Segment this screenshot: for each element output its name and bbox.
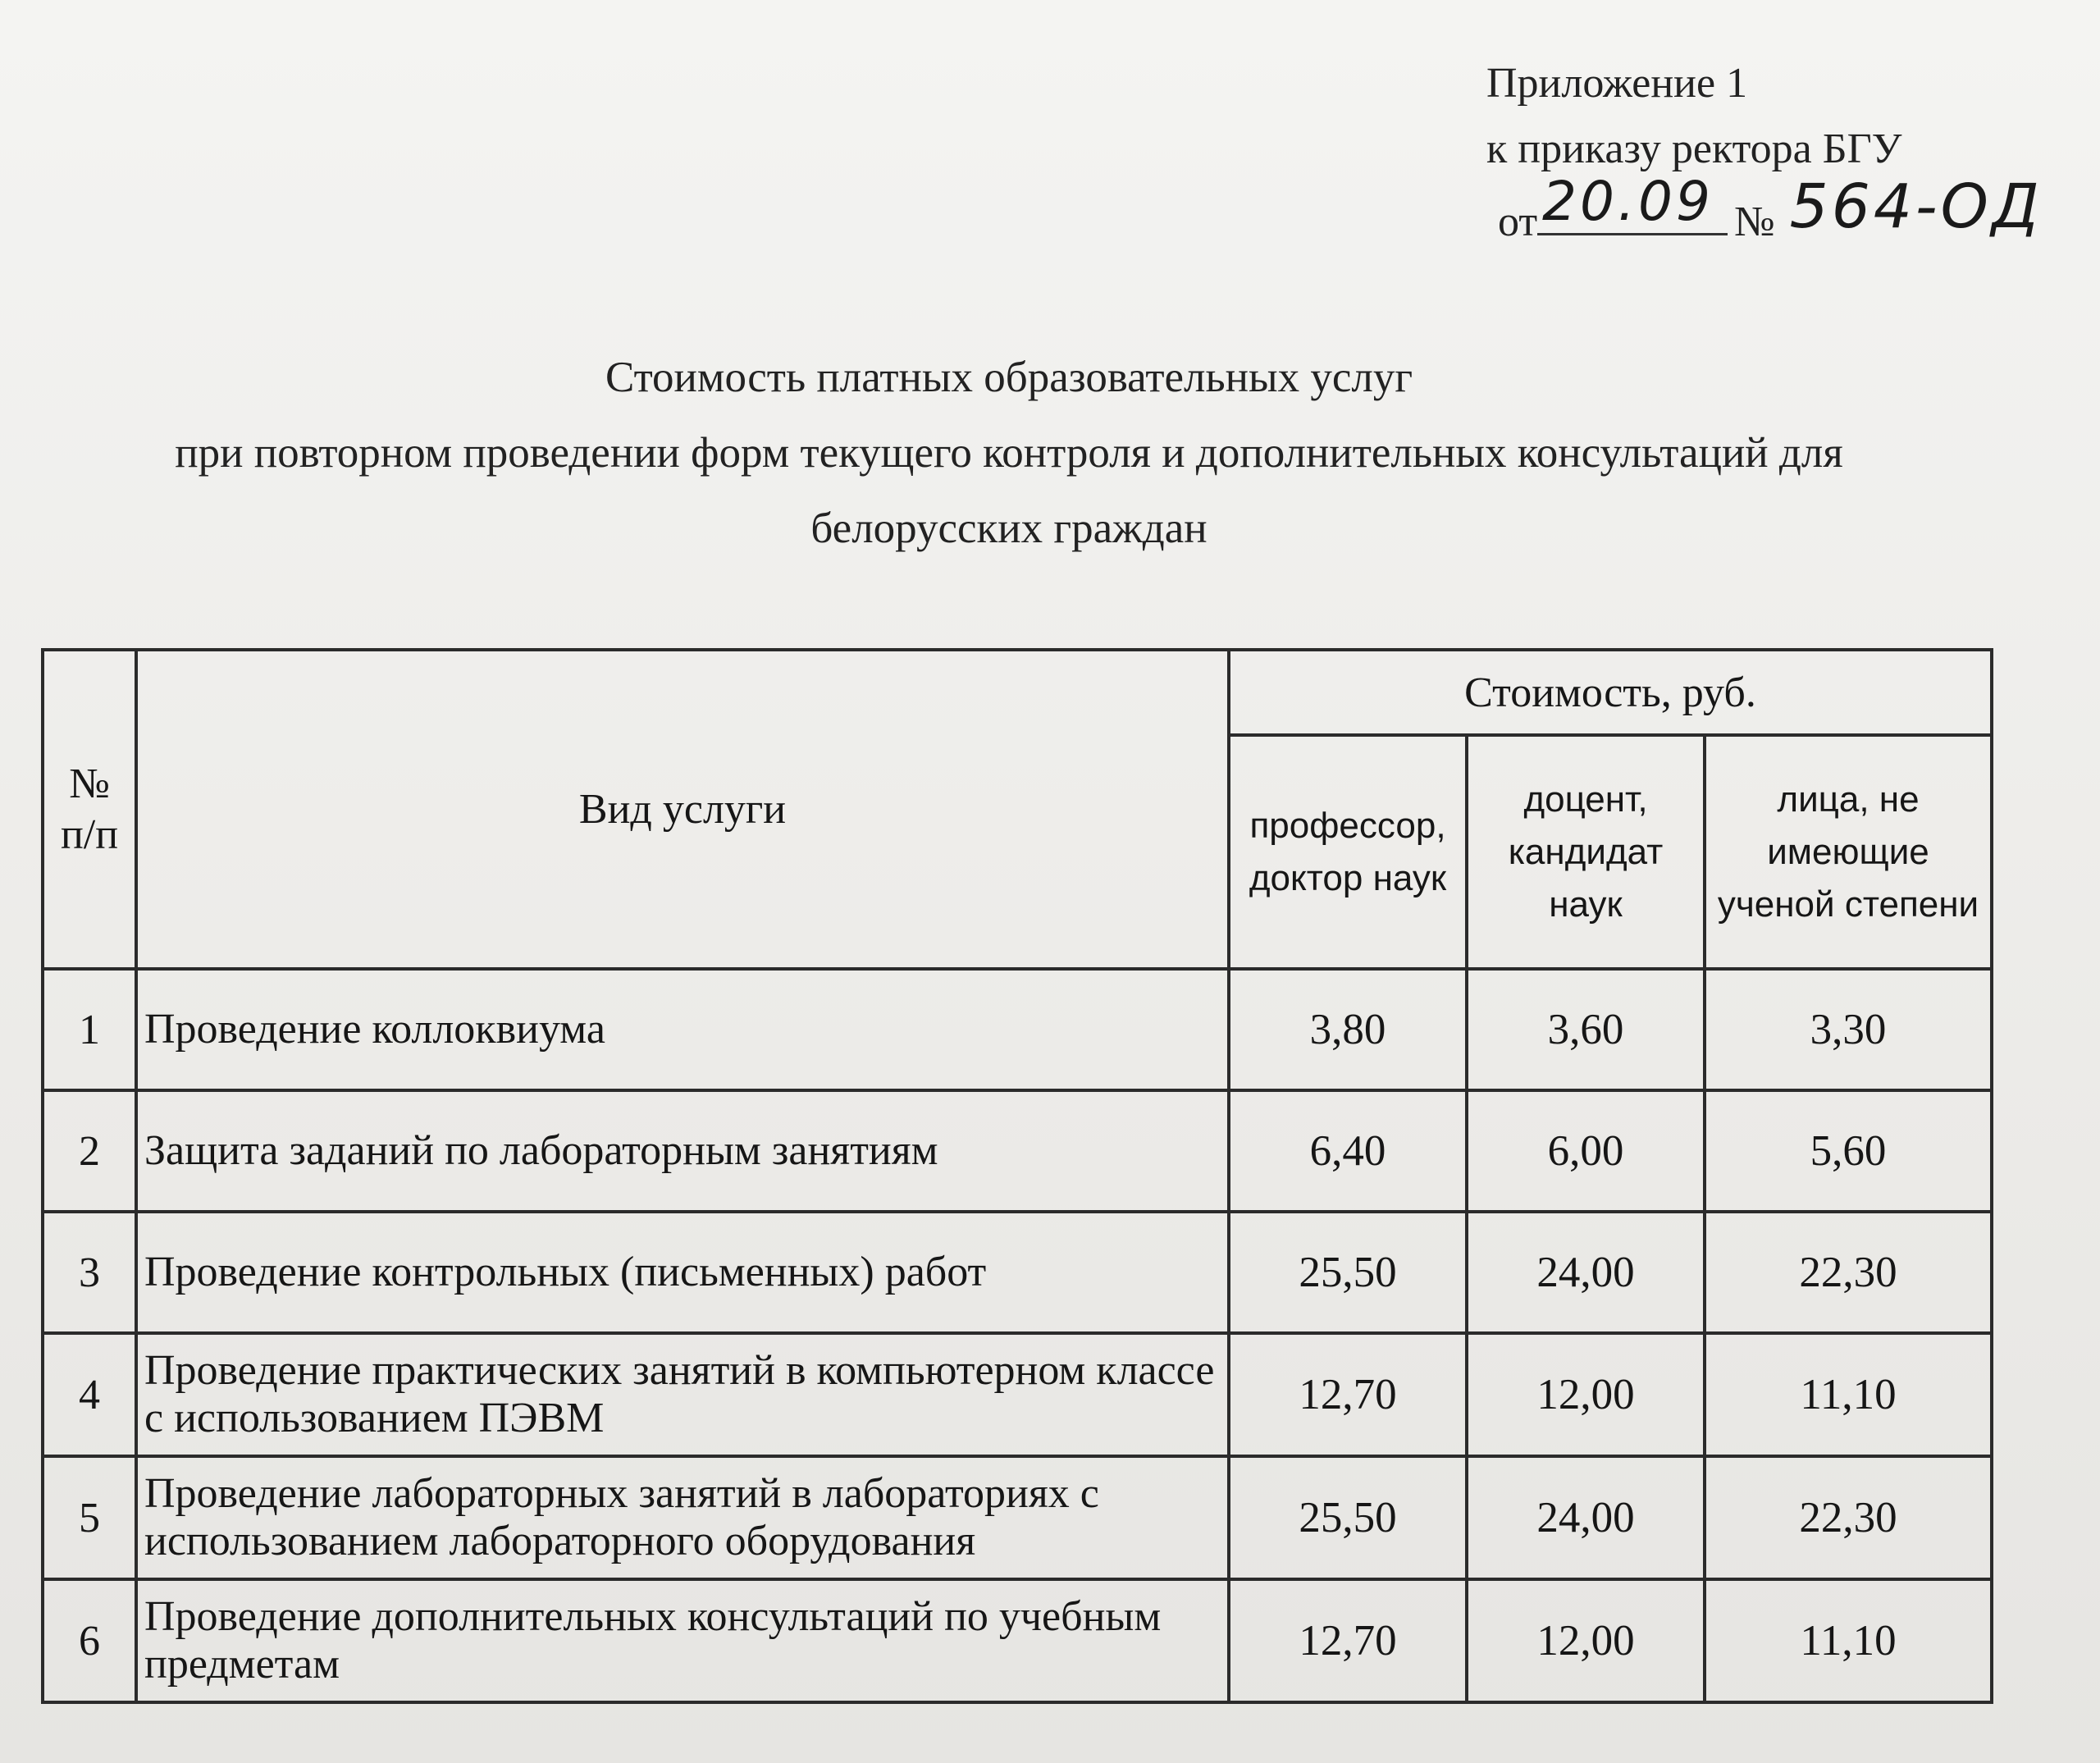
price-docent: 12,00 — [1467, 1333, 1705, 1456]
title-line-3: белорусских граждан — [810, 505, 1208, 552]
appendix-date-line — [1486, 170, 2043, 255]
row-number: 6 — [43, 1579, 136, 1702]
price-no-degree: 11,10 — [1705, 1333, 1992, 1456]
row-number: 5 — [43, 1456, 136, 1579]
price-professor: 25,50 — [1229, 1456, 1467, 1579]
appendix-title: Приложение 1 — [1486, 60, 1748, 107]
handwritten-order-number: 564-ОД — [1789, 171, 2043, 242]
price-docent: 24,00 — [1467, 1456, 1705, 1579]
number-sign: № — [1734, 199, 1775, 245]
price-table — [41, 648, 1993, 1704]
date-field — [1537, 170, 1728, 235]
price-professor: 12,70 — [1229, 1579, 1467, 1702]
appendix-reference — [1486, 51, 2043, 255]
row-service: Проведение коллоквиума — [136, 969, 1229, 1090]
price-docent: 3,60 — [1467, 969, 1705, 1090]
price-professor: 25,50 — [1229, 1212, 1467, 1333]
price-no-degree: 22,30 — [1705, 1456, 1992, 1579]
row-service: Проведение лабораторных занятий в лабораториях с использованием лабораторного оборудования — [136, 1456, 1229, 1579]
date-prefix: от — [1498, 199, 1538, 245]
row-number: 2 — [43, 1090, 136, 1212]
price-professor: 3,80 — [1229, 969, 1467, 1090]
price-docent: 24,00 — [1467, 1212, 1705, 1333]
handwritten-date: 20.09 — [1542, 170, 1714, 233]
header-no-degree: лица, не имеющие ученой степени — [1705, 735, 1992, 969]
price-professor: 6,40 — [1229, 1090, 1467, 1212]
row-number: 4 — [43, 1333, 136, 1456]
header-docent: доцент, кандидат наук — [1467, 735, 1705, 969]
title-line-2: при повторном проведении форм текущего контроля и дополнительных консультаций для — [175, 429, 1843, 477]
row-service: Защита заданий по лабораторным занятиям — [136, 1090, 1229, 1212]
row-service: Проведение контрольных (письменных) работ — [136, 1212, 1229, 1333]
table-row — [43, 1579, 1992, 1702]
table-row — [43, 969, 1992, 1090]
price-docent: 12,00 — [1467, 1579, 1705, 1702]
header-service: Вид услуги — [136, 650, 1229, 969]
table-row — [43, 1456, 1992, 1579]
row-number: 1 — [43, 969, 136, 1090]
title-line-1: Стоимость платных образовательных услуг — [605, 354, 1413, 401]
row-service: Проведение дополнительных консультаций по учебным предметам — [136, 1579, 1229, 1702]
price-docent: 6,00 — [1467, 1090, 1705, 1212]
header-number: № п/п — [43, 650, 136, 969]
price-professor: 12,70 — [1229, 1333, 1467, 1456]
header-professor: профессор, доктор наук — [1229, 735, 1467, 969]
price-no-degree: 5,60 — [1705, 1090, 1992, 1212]
price-no-degree: 3,30 — [1705, 969, 1992, 1090]
row-number: 3 — [43, 1212, 136, 1333]
price-no-degree: 22,30 — [1705, 1212, 1992, 1333]
row-service: Проведение практических занятий в компьютерном классе с использованием ПЭВМ — [136, 1333, 1229, 1456]
header-cost: Стоимость, руб. — [1229, 650, 1992, 735]
appendix-order-ref: к приказу ректора БГУ — [1486, 126, 1902, 172]
document-title — [0, 340, 2018, 566]
table-row — [43, 1333, 1992, 1456]
price-no-degree: 11,10 — [1705, 1579, 1992, 1702]
table-row — [43, 1090, 1992, 1212]
table-row — [43, 1212, 1992, 1333]
